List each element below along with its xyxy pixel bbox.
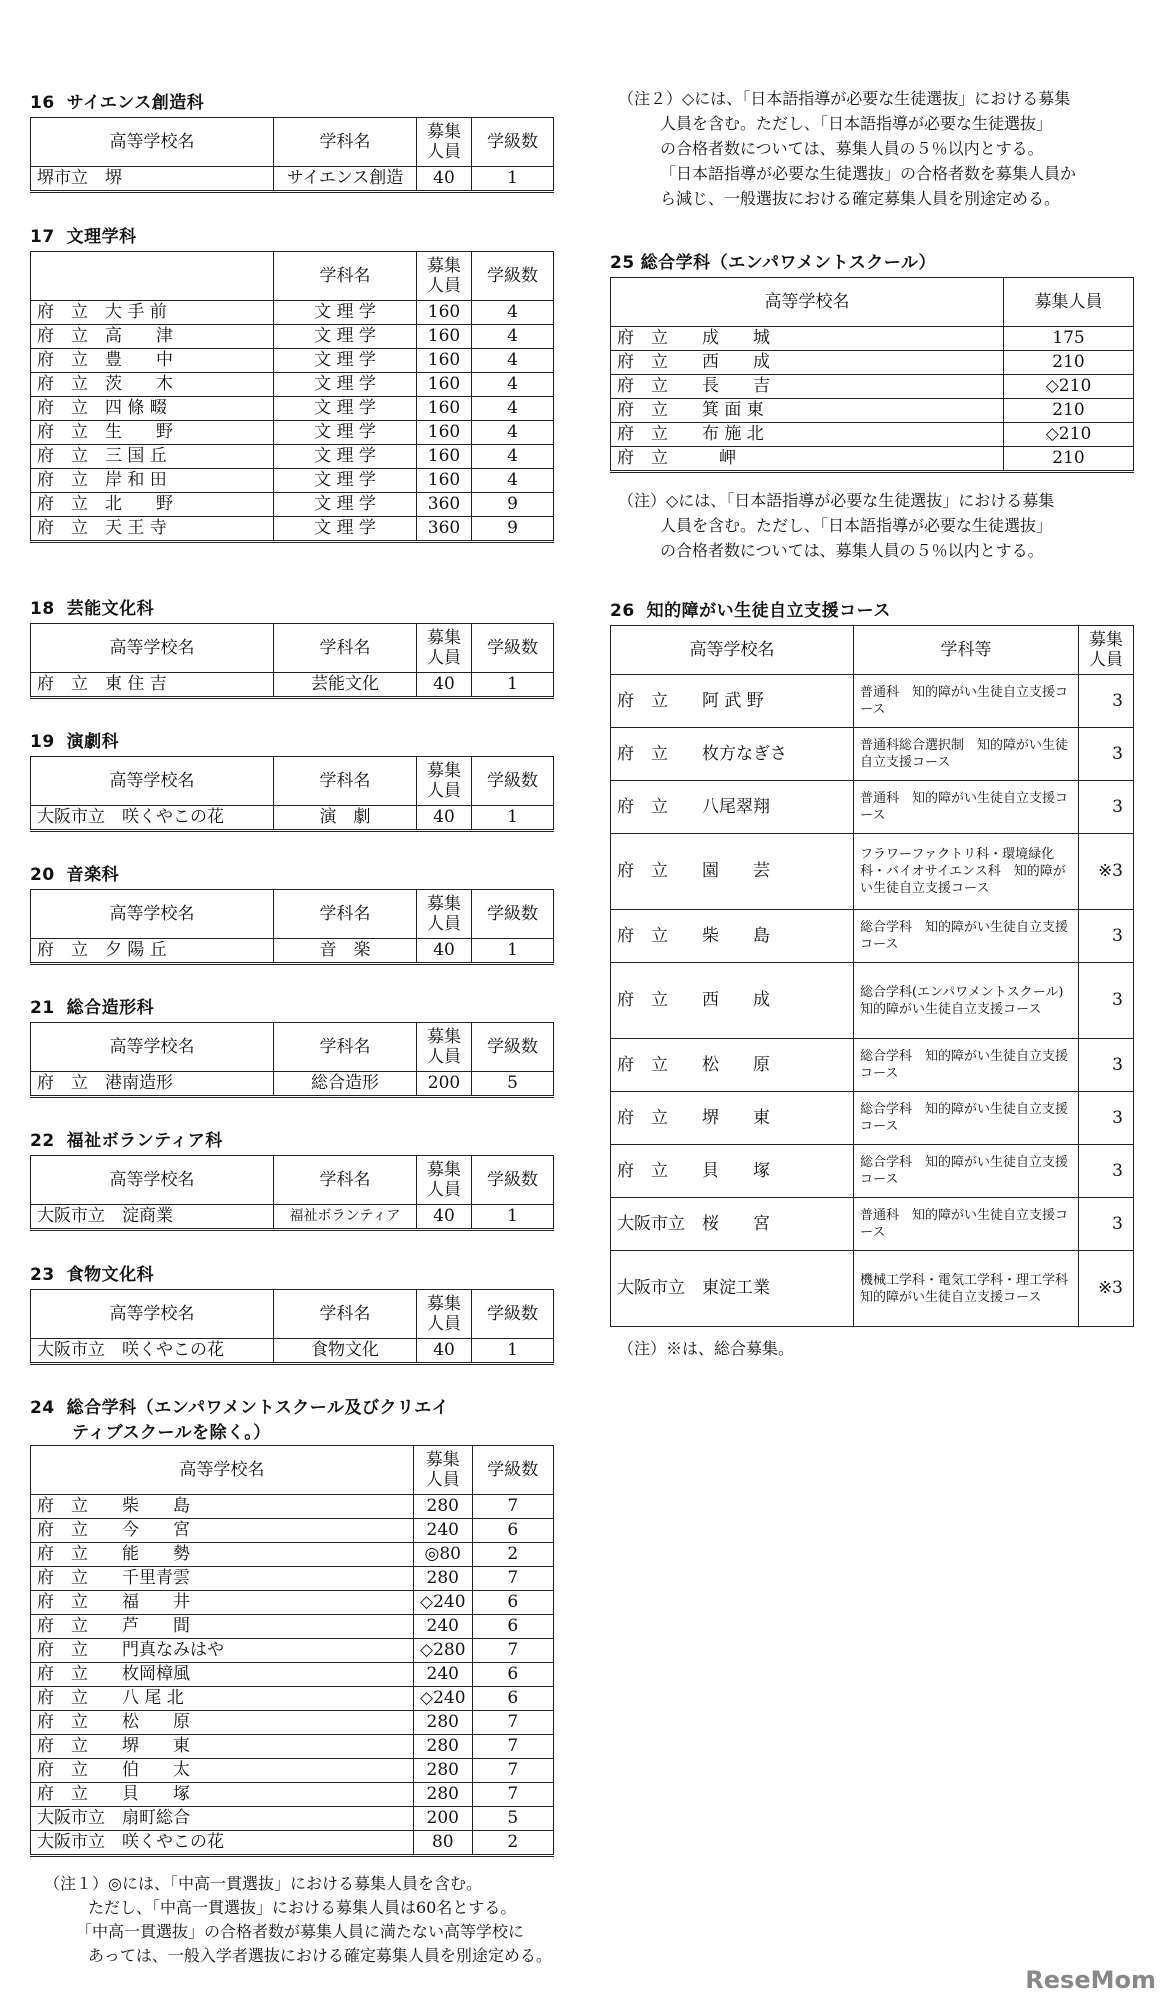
table-row: 府 立 港南造形 総合造形 200 5 xyxy=(31,1072,554,1097)
watermark-logo: ReseMom xyxy=(1025,1966,1156,1994)
table-row: 府 立 成 城 175 xyxy=(611,327,1134,351)
table-row: 府 立 北 野 文 理 学 360 9 xyxy=(31,493,554,517)
section-19 xyxy=(30,727,554,832)
section-26 xyxy=(610,596,1134,1327)
section-18 xyxy=(30,594,554,699)
table-row: 府 立 貝 塚 280 7 xyxy=(31,1783,554,1807)
table-row: 府 立 箕 面 東 210 xyxy=(611,399,1134,423)
table-row: 府 立 松 原 280 7 xyxy=(31,1711,554,1735)
table-row: 大阪市立 淀商業 福祉ボランティア 40 1 xyxy=(31,1205,554,1230)
table-17: 学科名 募集人員 学級数 府 立 大 手 前 文 理 学 160 4 府 立 高 津 文 理 学 160 4 府 立 豊 中 文 理 学 160 4 府 立 茨 木 文 理 学 160 4 府 立 四 條 畷 文 理 学 160 4 府 立 生 野 文 理 学 160 4 府 立 三 国 丘 文 理 学 160 4 府 立 岸 和 田 文 理 学 160 4 府 立 北 野 文 理 学 360 9 府 立 天 王 寺 文 理 学 360 9 xyxy=(30,251,554,543)
table-row: 府 立 八 尾 北 ◇240 6 xyxy=(31,1687,554,1711)
table-row: 大阪市立 咲くやこの花 80 2 xyxy=(31,1831,554,1856)
section-title: 25 総合学科（エンパワメントスクール） xyxy=(610,253,936,273)
table-row: 府 立 茨 木 文 理 学 160 4 xyxy=(31,373,554,397)
table-row: 府 立 堺 東 280 7 xyxy=(31,1735,554,1759)
section-16 xyxy=(30,88,554,193)
section-title: 18 芸能文化科 xyxy=(30,599,155,619)
table-row: 府 立 大 手 前 文 理 学 160 4 xyxy=(31,301,554,325)
table-row: 府 立 福 井 ◇240 6 xyxy=(31,1591,554,1615)
table-row: 大阪市立 咲くやこの花 食物文化 40 1 xyxy=(31,1339,554,1364)
table-row: 府 立 松 原 総合学科 知的障がい生徒自立支援コース 3 xyxy=(611,1039,1134,1092)
table-row: 府 立 門真なみはや ◇280 7 xyxy=(31,1639,554,1663)
section-22 xyxy=(30,1126,554,1231)
table-row: 大阪市立 東淀工業 機械工学科・電気工学科・理工学科 知的障がい生徒自立支援コース ※3 xyxy=(611,1251,1134,1327)
table-row: 府 立 枚岡樟風 240 6 xyxy=(31,1663,554,1687)
table-row: 大阪市立 扇町総合 200 5 xyxy=(31,1807,554,1831)
table-row: 府 立 阿 武 野 普通科 知的障がい生徒自立支援コース 3 xyxy=(611,675,1134,728)
section-title: 26 知的障がい生徒自立支援コース xyxy=(610,601,891,621)
table-row: 府 立 八尾翠翔 普通科 知的障がい生徒自立支援コース 3 xyxy=(611,781,1134,834)
note-26: （注）※は、総合募集。 xyxy=(618,1339,795,1358)
table-row: 府 立 東 住 吉 芸能文化 40 1 xyxy=(31,673,554,698)
section-title: 20 音楽科 xyxy=(30,865,120,885)
table-19: 高等学校名 学科名 募集人員 学級数 大阪市立 咲くやこの花 演 劇 40 1 xyxy=(30,756,554,832)
table-row: 府 立 西 成 210 xyxy=(611,351,1134,375)
section-20 xyxy=(30,860,554,965)
section-title: 23 食物文化科 xyxy=(30,1265,155,1285)
table-26: 高等学校名 学科等 募集人員 府 立 阿 武 野 普通科 知的障がい生徒自立支援コース 3 府 立 枚方なぎさ 普通科総合選択制 知的障がい生徒自立支援コース 3 府 立 八尾翠翔 普通科 知的障がい生徒自立支援コース 3 府 立 園 芸 フラワーファクトリ科・環境緑化科・バイオサイエンス科 知的障がい生徒自立支援コース ※3 府 立 柴 島 総合学科 知的障がい生徒自立支援コース 3 府 立 西 成 総合学科(エンパワメントスクール) 知的障がい生徒自立支援コース 3 府 立 松 原 総合学科 知的障がい生徒自立支援コース 3 府 立 堺 東 総合学科 知的障がい生徒自立支援コース 3 府 立 貝 塚 総合学科 知的障がい生徒自立支援コース 3 大阪市立 桜 宮 普通科 知的障がい生徒自立支援コース 3 大阪市立 東淀工業 機械工学科・電気工学科・理工学科 知的障がい生徒自立支援コース ※3 xyxy=(610,625,1134,1327)
section-title: 19 演劇科 xyxy=(30,732,120,752)
section-title: 16 サイエンス創造科 xyxy=(30,93,205,113)
note-2: （注２）◇には、「日本語指導が必要な生徒選抜」における募集 人員を含む。ただし、「日本語指導が必要な生徒選抜」 の合格者数については、募集人員の５％以内とする。 「日本語指導が必要な生徒選抜」の合格者数を募集人員か ら減じ、一般選抜における確定募集人員を別途定める。 xyxy=(618,89,1077,208)
table-row: 府 立 西 成 総合学科(エンパワメントスクール) 知的障がい生徒自立支援コース 3 xyxy=(611,963,1134,1039)
section-title: 17 文理学科 xyxy=(30,227,137,247)
table-row: 府 立 貝 塚 総合学科 知的障がい生徒自立支援コース 3 xyxy=(611,1145,1134,1198)
table-row: 府 立 布 施 北 ◇210 xyxy=(611,423,1134,447)
table-22: 高等学校名 学科名 募集人員 学級数 大阪市立 淀商業 福祉ボランティア 40 1 xyxy=(30,1155,554,1231)
table-row: 府 立 天 王 寺 文 理 学 360 9 xyxy=(31,517,554,542)
section-title: 22 福祉ボランティア科 xyxy=(30,1131,223,1151)
table-row: 堺市立 堺 サイエンス創造 40 1 xyxy=(31,167,554,192)
table-20: 高等学校名 学科名 募集人員 学級数 府 立 夕 陽 丘 音 楽 40 1 xyxy=(30,889,554,965)
table-row: 府 立 高 津 文 理 学 160 4 xyxy=(31,325,554,349)
section-21 xyxy=(30,993,554,1098)
table-row: 府 立 四 條 畷 文 理 学 160 4 xyxy=(31,397,554,421)
table-row: 府 立 夕 陽 丘 音 楽 40 1 xyxy=(31,939,554,964)
table-row: 府 立 芦 間 240 6 xyxy=(31,1615,554,1639)
table-16: 高等学校名 学科名 募集人員 学級数 堺市立 堺 サイエンス創造 40 1 xyxy=(30,117,554,193)
section-24 xyxy=(30,1393,554,1857)
table-row: 府 立 岬 210 xyxy=(611,447,1134,472)
note-24: （注１）◎には、「中高一貫選抜」における募集人員を含む。 ただし、「中高一貫選抜」における募集人員は60名とする。 「中高一貫選抜」の合格者数が募集人員に満たない高等学校に あっては、一般入学者選抜における確定募集人員を別途定める。 xyxy=(44,1874,552,1965)
section-17 xyxy=(30,222,554,543)
table-18: 高等学校名 学科名 募集人員 学級数 府 立 東 住 吉 芸能文化 40 1 xyxy=(30,623,554,699)
section-25 xyxy=(610,248,1134,473)
table-23: 高等学校名 学科名 募集人員 学級数 大阪市立 咲くやこの花 食物文化 40 1 xyxy=(30,1289,554,1365)
table-row: 府 立 園 芸 フラワーファクトリ科・環境緑化科・バイオサイエンス科 知的障がい生徒自立支援コース ※3 xyxy=(611,834,1134,910)
table-row: 府 立 能 勢 ◎80 2 xyxy=(31,1543,554,1567)
table-row: 府 立 三 国 丘 文 理 学 160 4 xyxy=(31,445,554,469)
table-21: 高等学校名 学科名 募集人員 学級数 府 立 港南造形 総合造形 200 5 xyxy=(30,1022,554,1098)
table-row: 府 立 豊 中 文 理 学 160 4 xyxy=(31,349,554,373)
note-25: （注）◇には、「日本語指導が必要な生徒選抜」における募集 人員を含む。ただし、「日本語指導が必要な生徒選抜」 の合格者数については、募集人員の５％以内とする。 xyxy=(618,491,1055,560)
table-row: 府 立 岸 和 田 文 理 学 160 4 xyxy=(31,469,554,493)
table-24: 高等学校名 募集人員 学級数 府 立 柴 島 280 7 府 立 今 宮 240 6 府 立 能 勢 ◎80 2 府 立 千里青雲 280 7 府 立 福 井 ◇240 6 府 立 芦 間 240 6 府 立 門真なみはや ◇280 7 府 立 枚岡樟風 240 6 府 立 八 尾 北 ◇240 6 府 立 松 原 280 7 府 立 堺 東 280 7 府 立 伯 太 280 7 府 立 貝 塚 280 7 大阪市立 扇町総合 200 5 大阪市立 咲くやこの花 80 2 xyxy=(30,1445,554,1857)
table-row: 府 立 柴 島 280 7 xyxy=(31,1495,554,1519)
table-row: 府 立 長 吉 ◇210 xyxy=(611,375,1134,399)
section-title-cont: ティブスクールを除く。） xyxy=(72,1423,271,1443)
section-title: 21 総合造形科 xyxy=(30,998,155,1018)
section-title: 24 総合学科（エンパワメントスクール及びクリエイ xyxy=(30,1398,450,1418)
table-row: 大阪市立 咲くやこの花 演 劇 40 1 xyxy=(31,806,554,831)
table-row: 大阪市立 桜 宮 普通科 知的障がい生徒自立支援コース 3 xyxy=(611,1198,1134,1251)
table-row: 府 立 堺 東 総合学科 知的障がい生徒自立支援コース 3 xyxy=(611,1092,1134,1145)
table-row: 府 立 千里青雲 280 7 xyxy=(31,1567,554,1591)
table-row: 府 立 生 野 文 理 学 160 4 xyxy=(31,421,554,445)
table-row: 府 立 伯 太 280 7 xyxy=(31,1759,554,1783)
section-23 xyxy=(30,1260,554,1365)
table-row: 府 立 今 宮 240 6 xyxy=(31,1519,554,1543)
table-25: 高等学校名 募集人員 府 立 成 城 175 府 立 西 成 210 府 立 長 吉 ◇210 府 立 箕 面 東 210 府 立 布 施 北 ◇210 府 立 岬 210 xyxy=(610,277,1134,473)
table-row: 府 立 柴 島 総合学科 知的障がい生徒自立支援コース 3 xyxy=(611,910,1134,963)
table-row: 府 立 枚方なぎさ 普通科総合選択制 知的障がい生徒自立支援コース 3 xyxy=(611,728,1134,781)
